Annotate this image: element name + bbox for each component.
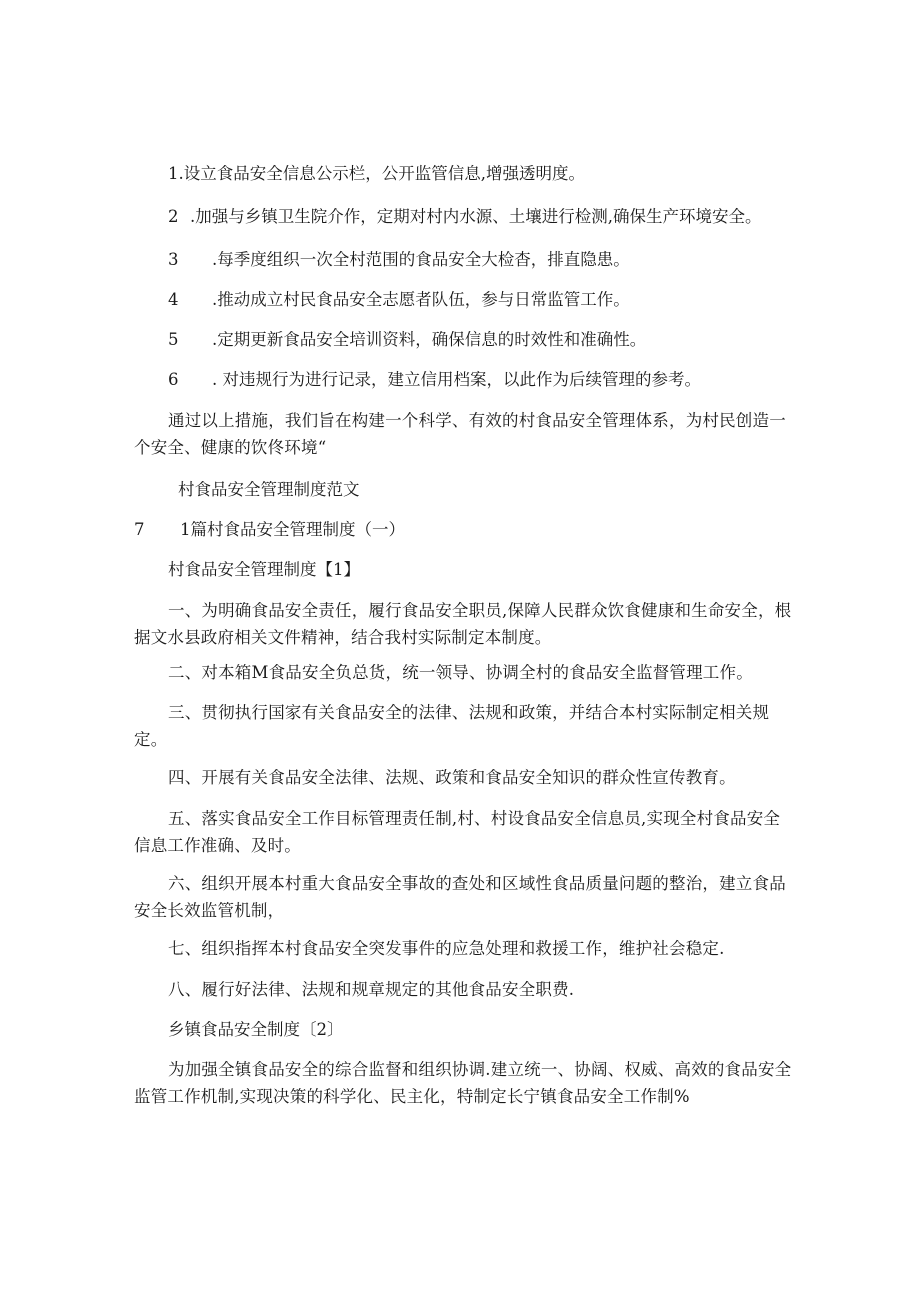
list-item-number: 3 — [168, 250, 179, 269]
section-title: 村食品安全管理制度范文 — [178, 480, 360, 499]
article-paragraph: 六、组织开展本村重大食品安全事故的查处和区域性食品质量问题的整治，建立食品安全长效监管机制， — [134, 874, 786, 920]
closing-paragraph: 为加强全镇食品安全的综合监督和组织协调.建立统一、协阔、权威、高效的食品安全监管工作机制,实现决策的科学化、民主化，特制定长宁镇食品安全工作制% — [134, 1060, 792, 1106]
list-item — [168, 248, 630, 272]
list-item-number: 4 — [168, 290, 179, 309]
article-paragraph: 四、开展有关食品安全法律、法规、政策和食品安全知识的群众性宣传教育。 — [168, 768, 736, 787]
article-paragraph: 八、履行好法律、法规和规章规定的其他食品安全职费. — [168, 980, 575, 999]
list-item — [168, 328, 646, 352]
list-item-text: .定期更新食品安全培训资料，确保信息的时效性和准确性。 — [212, 330, 647, 349]
list-item-number: 2 — [168, 207, 179, 226]
article-paragraph: 三、贯彻执行国家有关食品安全的法律、法规和政策，并结合本村实际制定相关规定。 — [134, 703, 770, 749]
chapter-number: 7 — [134, 520, 145, 539]
list-item-text: .推动成立村民食品安全志愿者队伍，参与日常监管工作。 — [212, 290, 630, 309]
article-paragraph: 七、组织指挥本村食品安全突发事件的应急处理和救援工作，维护社会稳定. — [168, 939, 725, 958]
chapter-text: 1篇村食品安全管理制度（一） — [180, 520, 405, 539]
list-item — [168, 368, 701, 392]
list-item-number: 5 — [168, 330, 179, 349]
list-item-number: 6 — [168, 370, 179, 389]
article-paragraph: 一、为明确食品安全责任，履行食品安全职员,保障人民群众饮食健康和生命安全，根据文水县政府相关文件精神，结合我村实际制定本制度。 — [134, 601, 792, 647]
list-item — [168, 162, 585, 186]
list-item-number: 1 — [168, 164, 179, 183]
article-paragraph: 二、对本箱M食品安全负总货，统一领导、协调全村的食品安全监督管理工作。 — [168, 663, 753, 682]
list-item-text: . 对违规行为进行记录，建立信用档案，以此作为后续管理的参考。 — [212, 370, 701, 389]
article-paragraph: 五、落实食品安全工作目标管理责任制,村、村设食品安全信息员,实现全村食品安全信息工作准确、及时。 — [134, 809, 781, 855]
list-item-text: .设立食品安全信息公示栏，公开监管信息,增强透明度。 — [178, 164, 585, 183]
subtitle-2: 乡镇食品安全制度〔2〕 — [168, 1020, 344, 1039]
subtitle-1: 村食品安全管理制度【1】 — [168, 560, 360, 579]
list-item — [168, 205, 762, 229]
summary-paragraph: 通过以上措施，我们旨在构建一个科学、有效的村食品安全管理体系，为村民创造一个安全、健康的饮佟环境“ — [134, 411, 786, 457]
list-item — [168, 288, 630, 312]
list-item-text: .加强与乡镇卫生院介作，定期对村内水源、土壤进行检测,确保生产环境安全。 — [190, 207, 762, 226]
list-item-text: .每季度组织一次全村范围的食品安全大检杳，排直隐患。 — [212, 250, 630, 269]
chapter-heading — [134, 518, 405, 542]
